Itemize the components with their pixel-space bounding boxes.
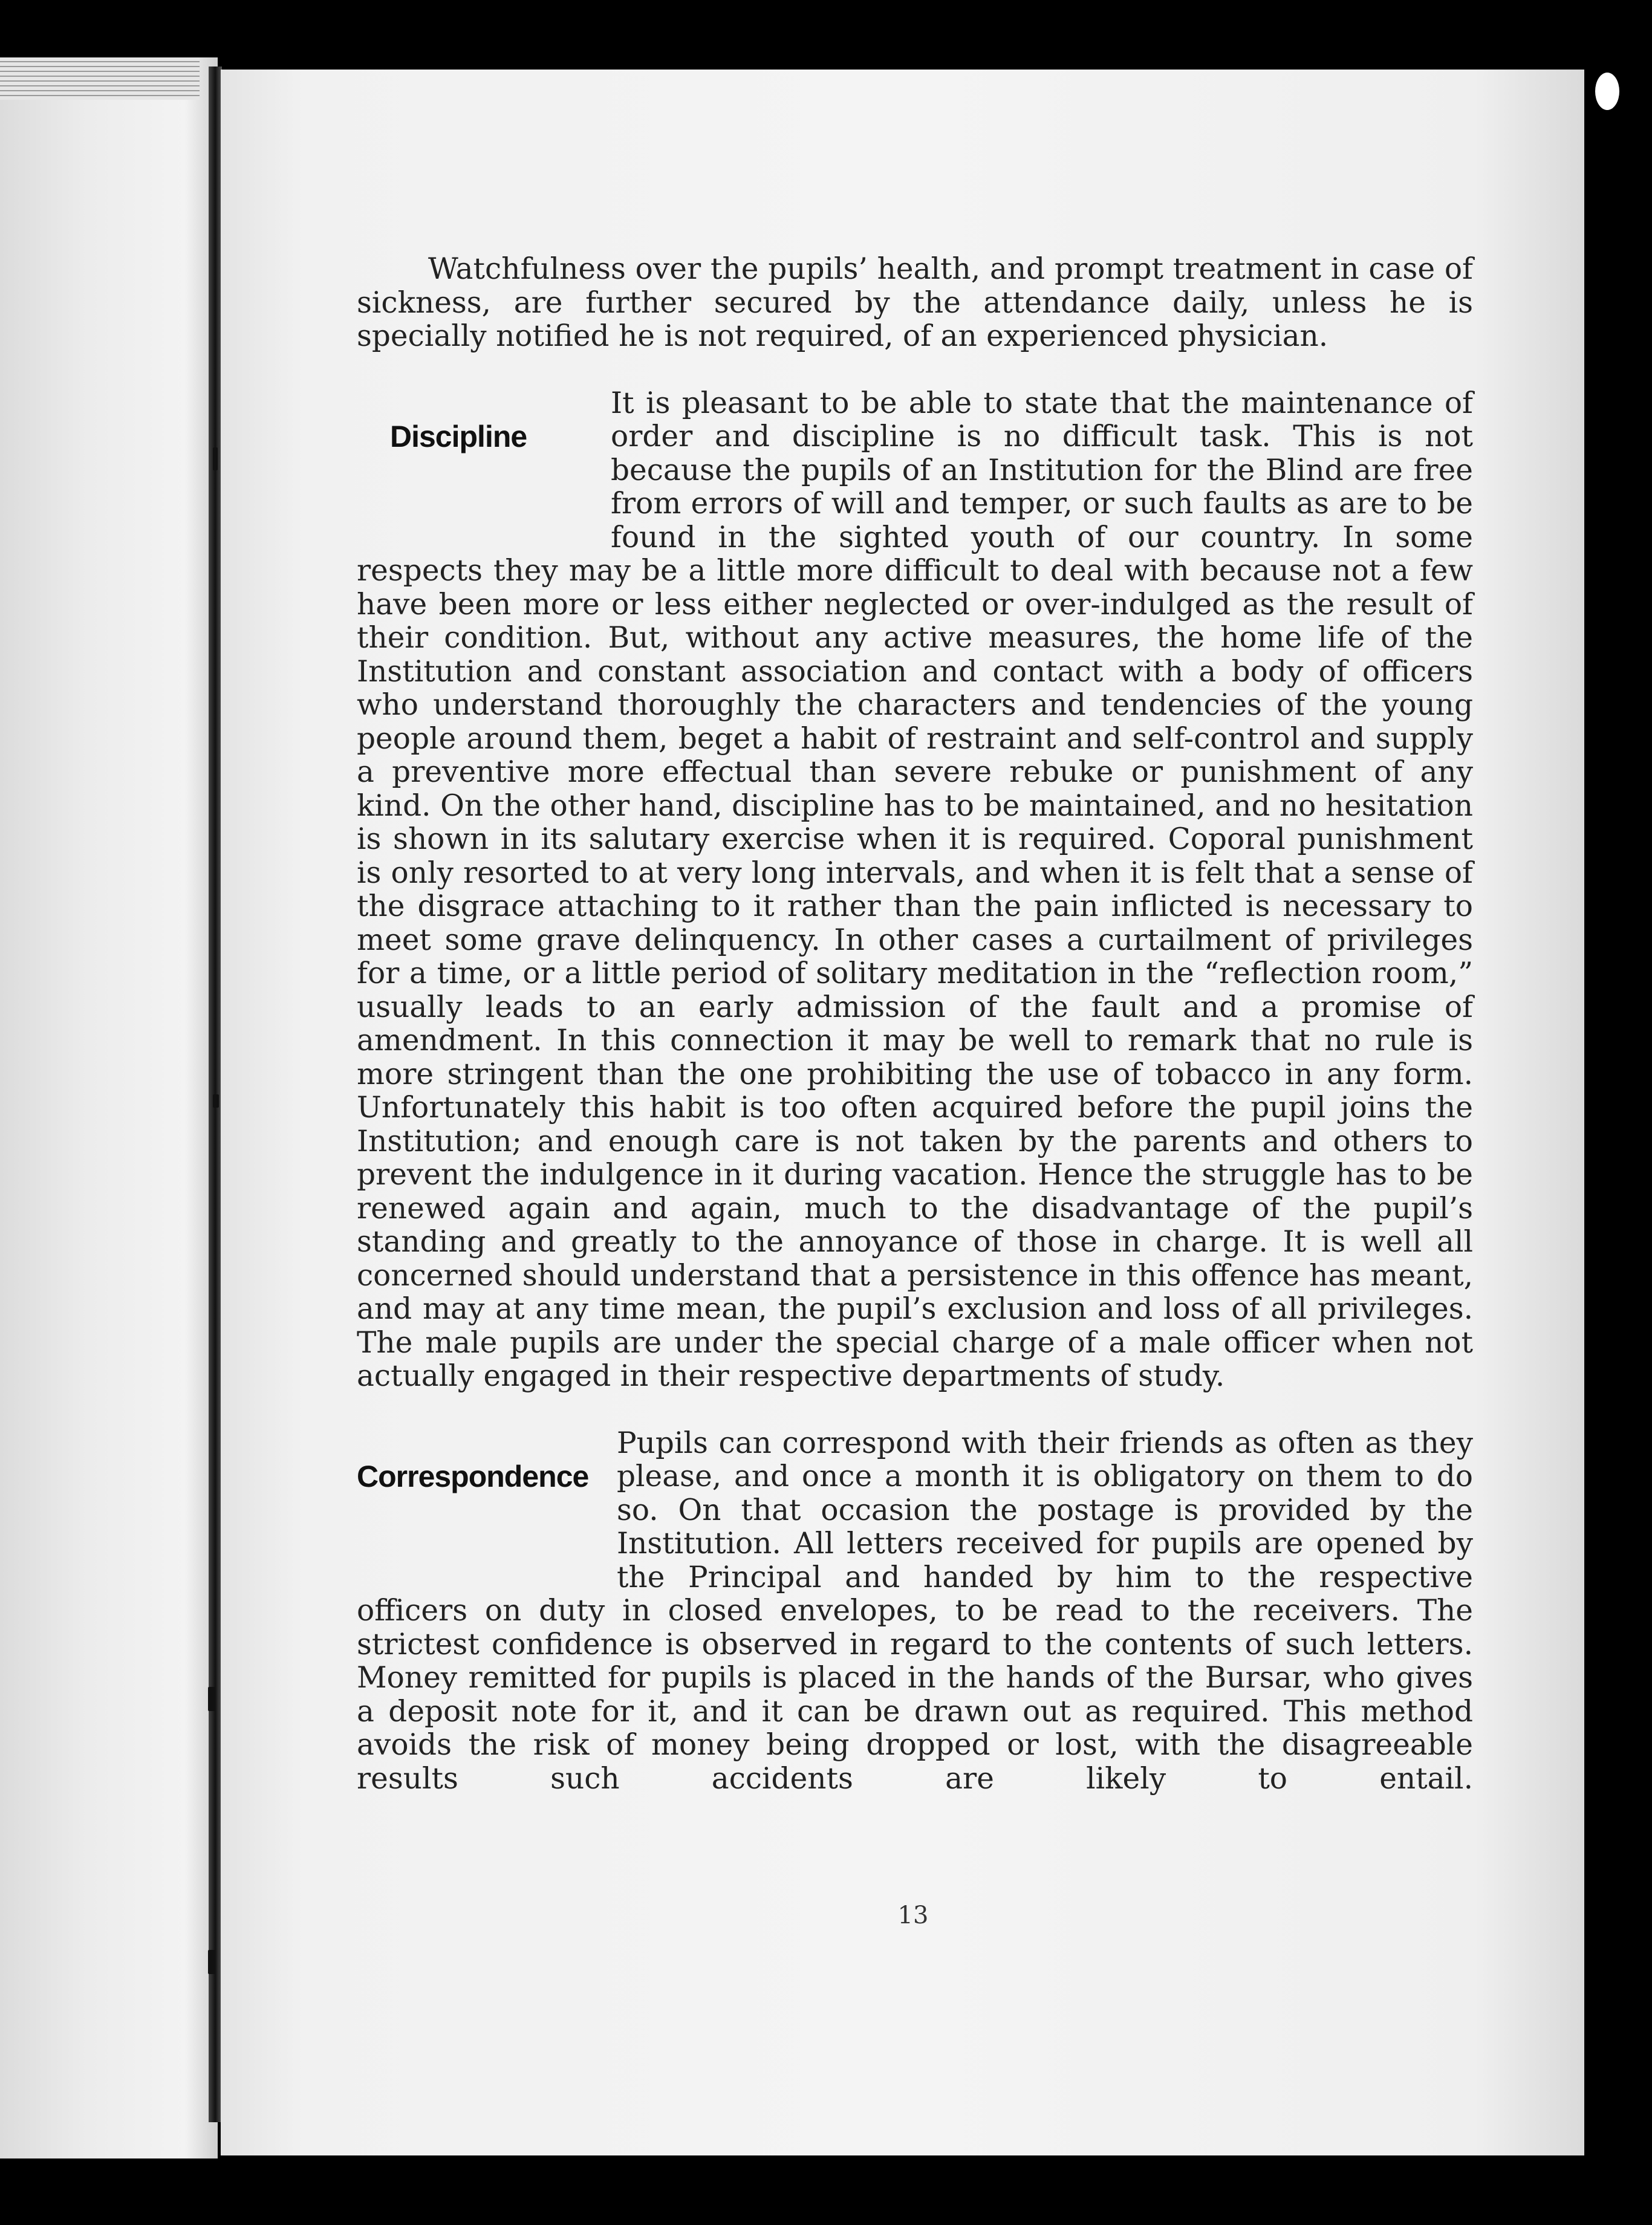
previous-page-edge (0, 57, 218, 2158)
binding-mark (208, 1687, 215, 1711)
discipline-paragraph: It is pleasant to be able to state that the maintenance of order and discipline is no difficult task. This is not because the pupils of an Institution for the Blind are free from errors of will and temper, or such faults as are to be found in the sighted youth of our country. In some respects they may be a little more difficult to deal with because not a few have been more or less either neglected or over-indulged as the result of their condition. But, without any active measures, the home life of the Institution and constant association and contact with a body of officers who understand thoroughly the characters and tendencies of the young people around them, beget a habit of restraint and self-control and supply a preventive more effectual than severe rebuke or punishment of any kind. On the other hand, discipline has to be maintained, and no hesitation is shown in its salutary exercise when it is required. Coporal punishment is only resorted to at very long intervals, and when it is felt that a sense of the disgrace attaching to it rather than the pain inflicted is necessary to meet some grave delinquency. In other cases a curtailment of privileges for a time, or a little period of solitary meditation in the “reflection room,” usually leads to an early admission of the fault and a promise of amendment. In this connection it may be well to remark that no rule is more stringent than the one prohibiting the use of tobacco in any form. Unfortunately this habit is too often acquired before the pupil joins the Institution; and enough care is not taken by the parents and others to prevent the indulgence in it during vacation. Hence the struggle has to be renewed again and again, much to the disadvantage of the pupil’s standing and greatly to the annoyance of those in charge. It is well all concerned should understand that a persistence in this offence has meant, and may at any time mean, the pupil’s exclusion and loss of all privileges. The male pupils are under the special charge of a male officer when not actually engaged in their respective departments of study. (357, 386, 1473, 1393)
section-heading-discipline: Discipline (390, 419, 527, 453)
page-text-block (357, 253, 1473, 1796)
paragraph-gap (357, 1394, 1473, 1427)
binding-mark (213, 1094, 219, 1108)
paragraph-gap (357, 354, 1473, 387)
section-correspondence (357, 1427, 1473, 1796)
correspondence-paragraph: Pupils can correspond with their friends as often as they please, and once a month it is obligatory on them to do so. On that occasion the postage is provided by the Institution. All letters received for pupils are opened by the Principal and handed by him to the respective officers on duty in closed envelopes, to be read to the receivers. The strictest confidence is observed in regard to the contents of such letters. Money remitted for pupils is placed in the hands of the Bursar, who gives a deposit note for it, and it can be drawn out as required. This method avoids the risk of money being dropped or lost, with the disagreeable results such accidents are likely to entail. (357, 1426, 1473, 1796)
page-stack-edge (0, 57, 200, 100)
binding-mark (213, 447, 218, 470)
scan-hole (1595, 73, 1619, 110)
section-heading-correspondence: Correspondence (357, 1459, 589, 1493)
binding-mark (208, 1950, 215, 1974)
section-discipline (357, 387, 1473, 1394)
page-number: 13 (897, 1902, 929, 1929)
intro-paragraph: Watchfulness over the pupils’ health, and prompt treatment in case of sickness, are further secured by the attendance daily, unless he is specially notified he is not required, of an experienced physician. (357, 252, 1473, 353)
